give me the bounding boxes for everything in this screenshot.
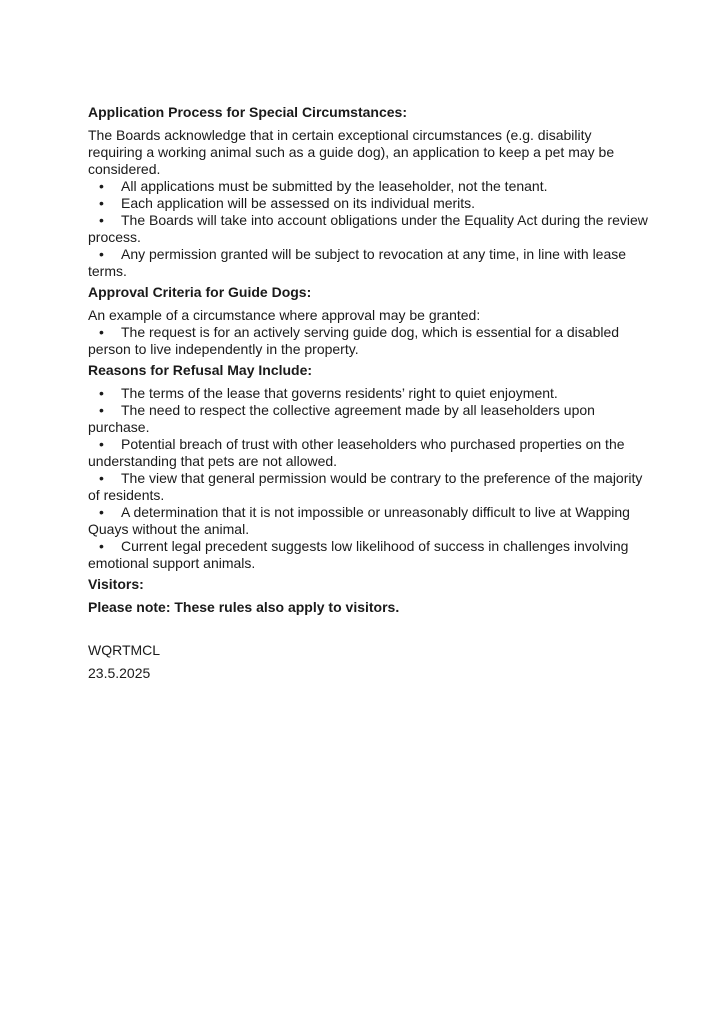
list-item — [88, 402, 648, 436]
bullet-icon: • — [99, 195, 104, 211]
bullet-icon: • — [99, 538, 104, 554]
section-heading: Visitors: — [88, 576, 144, 592]
visitors-note: Please note: These rules also apply to visitors. — [88, 599, 400, 615]
list-item-text: All applications must be submitted by the leaseholder, not the tenant. — [121, 178, 548, 194]
signoff-date: 23.5.2025 — [88, 665, 151, 681]
bullet-list — [88, 178, 648, 280]
list-item-text: The Boards will take into account obligations under the Equality Act during the review process. — [88, 212, 648, 245]
list-item-text: The view that general permission would be contrary to the preference of the majority of residents. — [88, 470, 643, 503]
bullet-icon: • — [99, 246, 104, 262]
list-item — [88, 212, 648, 246]
section-heading: Approval Criteria for Guide Dogs: — [88, 284, 312, 300]
list-item — [88, 470, 648, 504]
bullet-icon: • — [99, 470, 104, 486]
bullet-icon: • — [99, 385, 104, 401]
list-item-text: Any permission granted will be subject to revocation at any time, in line with lease terms. — [88, 246, 627, 279]
section-reasons-for-refusal — [88, 362, 648, 572]
list-item — [88, 504, 648, 538]
list-item-text: Current legal precedent suggests low likelihood of success in challenges involving emotional support animals. — [88, 538, 629, 571]
section-approval-criteria — [88, 284, 648, 358]
signoff-org: WQRTMCL — [88, 642, 161, 658]
list-item-text: The need to respect the collective agreement made by all leaseholders upon purchase. — [88, 402, 595, 435]
section-intro: The Boards acknowledge that in certain exceptional circumstances (e.g. disability requiring a working animal such as a guide dog), an application to keep a pet may be considered. — [88, 127, 615, 177]
bullet-list — [88, 385, 648, 572]
bullet-icon: • — [99, 436, 104, 452]
list-item-text: The request is for an actively serving guide dog, which is essential for a disabled person to live independently in the property. — [88, 324, 620, 357]
list-item-text: Potential breach of trust with other leaseholders who purchased properties on the understanding that pets are not allowed. — [88, 436, 625, 469]
list-item — [88, 195, 648, 212]
bullet-icon: • — [99, 324, 104, 340]
section-application-process — [88, 104, 648, 280]
bullet-icon: • — [99, 504, 104, 520]
list-item — [88, 324, 648, 358]
list-item — [88, 538, 648, 572]
section-visitors — [88, 576, 648, 616]
section-heading: Reasons for Refusal May Include: — [88, 362, 313, 378]
list-item-text: A determination that it is not impossible or unreasonably difficult to live at Wapping Quays without the animal. — [88, 504, 630, 537]
list-item-text: The terms of the lease that governs residents’ right to quiet enjoyment. — [121, 385, 558, 401]
section-intro: An example of a circumstance where approval may be granted: — [88, 307, 481, 323]
document-page — [88, 104, 648, 688]
bullet-icon: • — [99, 212, 104, 228]
bullet-icon: • — [99, 178, 104, 194]
signoff — [88, 642, 648, 682]
list-item — [88, 246, 648, 280]
list-item — [88, 178, 648, 195]
bullet-icon: • — [99, 402, 104, 418]
list-item-text: Each application will be assessed on its individual merits. — [121, 195, 476, 211]
list-item — [88, 385, 648, 402]
section-heading: Application Process for Special Circumstances: — [88, 104, 407, 120]
bullet-list — [88, 324, 648, 358]
list-item — [88, 436, 648, 470]
